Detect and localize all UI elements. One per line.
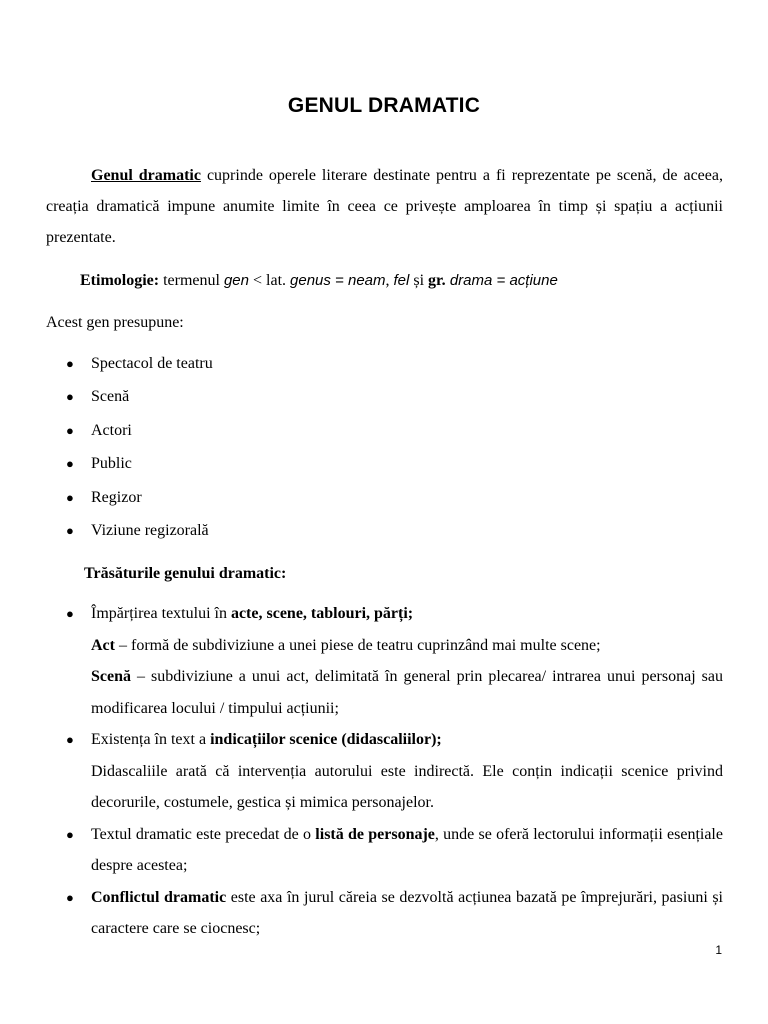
page-title: GENUL DRAMATIC bbox=[287, 94, 481, 117]
feature-item bbox=[46, 819, 723, 882]
bullet-icon: ● bbox=[66, 489, 74, 505]
act-label: Act bbox=[91, 636, 115, 654]
feature-text: este axa în jurul căreia se dezvoltă acțiunea bazată pe împrejurări, pasiuni și caractere care se ciocnesc; bbox=[91, 888, 723, 937]
list-item-label: Viziune regizorală bbox=[91, 521, 209, 539]
list-item bbox=[46, 349, 723, 382]
feature-bold: indicațiilor scenice (didascaliilor); bbox=[210, 731, 442, 748]
feature-subitem: Didascaliile arată că intervenția autorului este indirectă. Ele conțin indicații scenice privind decorurile, costumele, gestica și mimica personajelor. bbox=[91, 762, 723, 811]
etymology-fel: fel bbox=[393, 272, 410, 289]
list-item-label: Spectacol de teatru bbox=[91, 355, 213, 372]
list-item bbox=[46, 516, 723, 549]
feature-bold: Conflictul dramatic bbox=[91, 888, 227, 906]
list-item bbox=[46, 416, 723, 449]
etymology-text: și bbox=[409, 272, 429, 289]
etymology-drama: drama = acțiune bbox=[445, 272, 558, 289]
bullet-icon: ● bbox=[66, 422, 74, 438]
bullet-icon: ● bbox=[66, 522, 74, 538]
feature-text: Împărțirea textului în bbox=[91, 605, 231, 622]
etymology-gen: gen bbox=[223, 272, 249, 289]
intro-term: Genul dramatic bbox=[91, 167, 201, 184]
list-item-label: Scenă bbox=[91, 388, 130, 406]
etymology-gr: gr. bbox=[428, 272, 446, 289]
page-number: 1 bbox=[715, 943, 722, 957]
feature-subitem bbox=[46, 630, 723, 662]
list-item bbox=[46, 449, 723, 482]
feature-bold: acte, scene, tablouri, părți; bbox=[230, 605, 414, 622]
bullet-icon: ● bbox=[66, 356, 74, 371]
presupune-line: Acest gen presupune: bbox=[46, 314, 184, 331]
bullet-icon: ● bbox=[66, 456, 74, 472]
list-item bbox=[46, 382, 723, 415]
feature-text: Existența în text a bbox=[91, 731, 211, 748]
bullet-icon: ● bbox=[66, 889, 74, 905]
etymology-genus: genus = neam bbox=[290, 272, 386, 289]
act-text: – formă de subdiviziune a unei piese de teatru cuprinzând mai multe scene; bbox=[114, 636, 601, 654]
scena-text: – subdiviziune a unui act, delimitată în general prin plecarea/ intrarea unui personaj sau modificarea locului / timpului acțiunii; bbox=[91, 668, 723, 717]
feature-item bbox=[46, 598, 723, 630]
etymology-line bbox=[80, 265, 720, 296]
features-heading: Trăsăturile genului dramatic: bbox=[84, 565, 287, 582]
etymology-text: , bbox=[385, 272, 394, 289]
feature-item bbox=[46, 724, 723, 756]
feature-subitem bbox=[46, 661, 723, 724]
requirements-list bbox=[46, 349, 723, 549]
feature-text: Textul dramatic este precedat de o bbox=[91, 825, 316, 843]
list-item bbox=[46, 483, 723, 516]
etymology-label: Etimologie: bbox=[80, 272, 160, 289]
list-item-label: Regizor bbox=[91, 488, 142, 506]
scena-label: Scenă bbox=[91, 668, 131, 685]
feature-item bbox=[46, 882, 723, 945]
list-item-label: Public bbox=[91, 455, 132, 473]
bullet-icon: ● bbox=[66, 389, 74, 405]
bullet-icon: ● bbox=[66, 606, 74, 621]
etymology-text: termenul bbox=[159, 272, 224, 289]
intro-paragraph bbox=[46, 160, 723, 253]
feature-text: , unde se oferă lectorului informații esențiale despre acestea; bbox=[91, 825, 723, 874]
list-item-label: Actori bbox=[91, 421, 132, 439]
bullet-icon: ● bbox=[66, 826, 74, 842]
bullet-icon: ● bbox=[66, 732, 74, 747]
feature-bold: listă de personaje bbox=[315, 825, 435, 843]
features-list bbox=[46, 598, 723, 945]
intro-text: cuprinde operele literare destinate pentru a fi reprezentate pe scenă, de aceea, creația dramatică impune anumite limite în ceea ce privește amploarea în timp și spațiu a acțiunii prezentate. bbox=[46, 167, 723, 246]
etymology-text: < lat. bbox=[249, 272, 291, 289]
